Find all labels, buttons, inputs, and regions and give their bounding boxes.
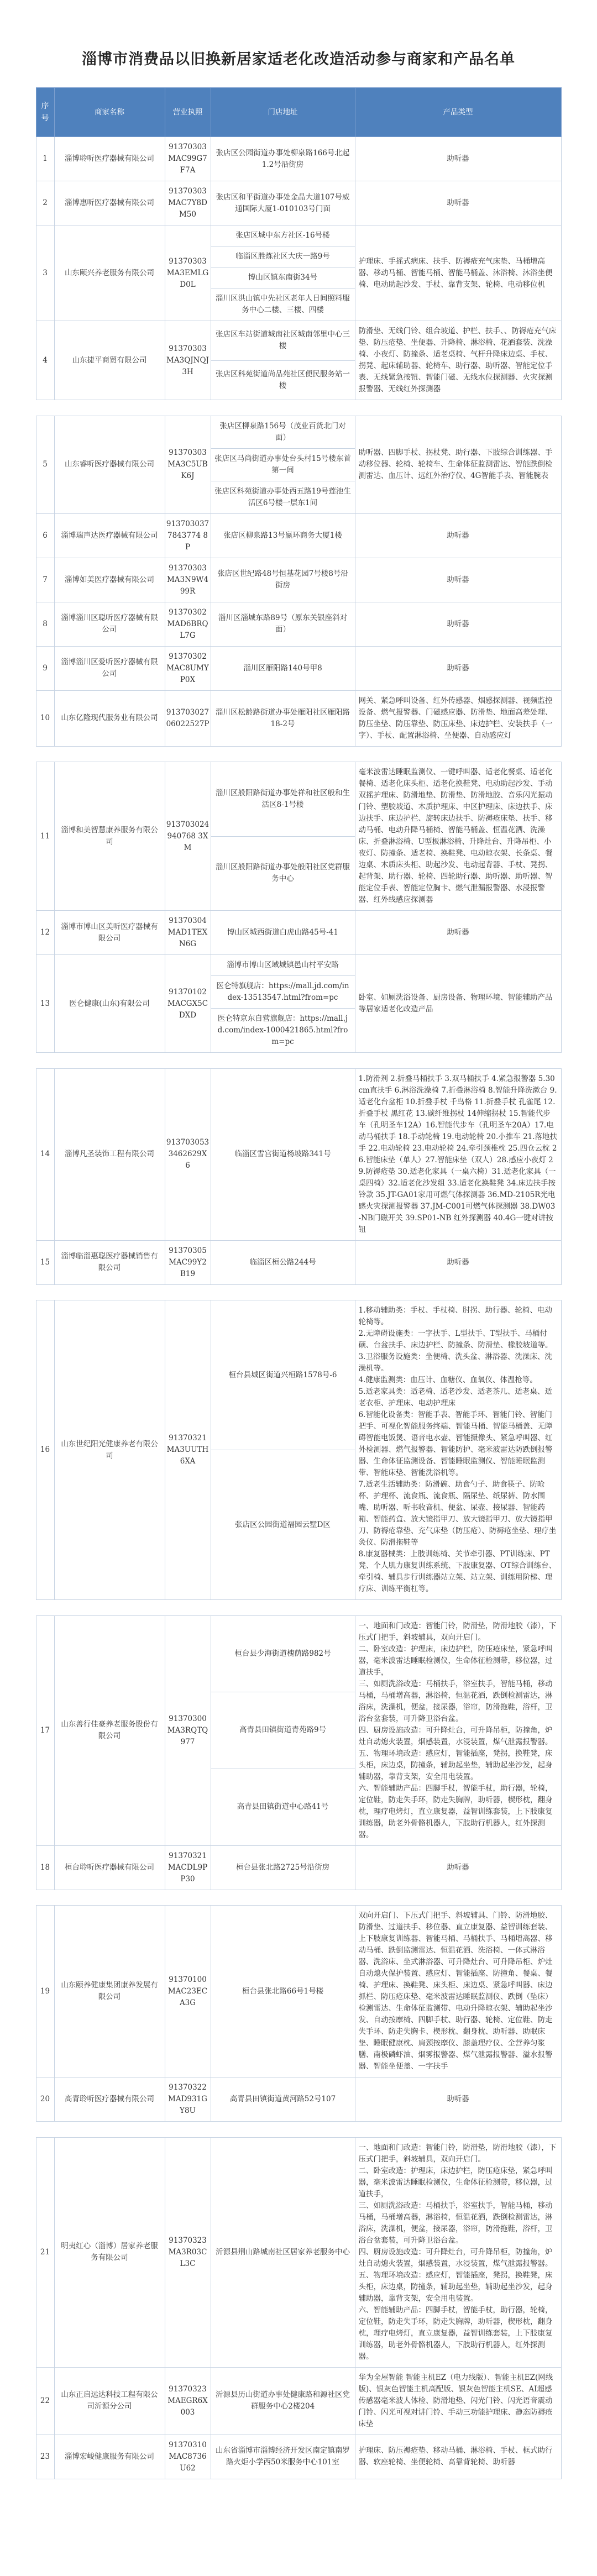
merchant-name: 山东睿听医疗器械有限公司 xyxy=(54,416,165,513)
store-address: 山东省淄博市淄博经济开发区南定镇南罗路火炬小学西50米服务中心101室 xyxy=(211,2435,355,2479)
row-number: 17 xyxy=(36,1615,54,1845)
merchant-name: 山东捷平商贸有限公司 xyxy=(54,321,165,400)
table-row xyxy=(36,2367,561,2435)
row-number: 12 xyxy=(36,911,54,955)
page-break-gap xyxy=(36,746,561,762)
product-line: 4.健康监测类：血压计、血糖仪、血氧仪、体温枪等。 xyxy=(358,1376,537,1384)
merchant-name: 医仑健康(山东)有限公司 xyxy=(54,955,165,1053)
header-address: 门店地址 xyxy=(211,88,355,137)
product-types xyxy=(355,955,561,1053)
table-row xyxy=(36,2137,561,2367)
gap-cell xyxy=(36,2122,561,2138)
merchant-name: 淄博凡圣装饰工程有限公司 xyxy=(54,1068,165,1240)
merchant-name: 淄博和美智慧康养服务有限公司 xyxy=(54,762,165,911)
store-address[interactable]: 医仑特旗舰店：https://mall.jd.com/index-13513547.html?from=pc xyxy=(211,976,355,1009)
merchant-name: 淄博惠听医疗器械有限公司 xyxy=(54,181,165,225)
product-line: 华为全屋智能 智能主机EZ（电力线版）、智能主机EZ(网线版)、银灰色智能主机高配版、银灰色智能主机SE、AI超感传感器毫米波人体检、防滑地垫、闪光门铃、闪光语音震动门铃、闪光可视对讲门铃、手动三功能护理床、静态防褥疮床垫 xyxy=(358,2373,553,2428)
license-number: 91370305MAC99Y2B19 xyxy=(165,1240,211,1284)
product-line: 2.无障碍设施类：一字扶手、L型扶手、T型扶手、马桶付硕、台盆扶手、床边护栏、防撞条、防滑垫、橡胶坡道等。 xyxy=(358,1329,553,1350)
row-number: 15 xyxy=(36,1240,54,1284)
product-line: 一、地面和门改造：智能门铃，防滑垫，防滑地胶（漆），下压式门把手，斜坡辅具，双向开启门。 xyxy=(358,1621,557,1642)
product-line: 二、卧室改造：护理床，床边护栏，防压疮床垫，紧急呼叫器，毫米波雷达睡眠检测仪，生命体征检测带，移位器，过道扶手， xyxy=(358,1644,553,1677)
product-line: 助听器 xyxy=(447,663,469,673)
row-number: 4 xyxy=(36,321,54,400)
table-row xyxy=(36,911,561,955)
product-line: 助听器 xyxy=(447,575,469,584)
page-break-gap xyxy=(36,400,561,416)
product-types xyxy=(355,1615,561,1845)
table-row xyxy=(36,137,561,181)
product-line: 四、厨房设施改造：可升降灶台，可升降吊柜，防撞角，炉灶自动熄火装置，烟感装置，水浸装置，煤气泄露报警器。 xyxy=(358,2247,553,2268)
merchant-name: 山东颐兴养老服务有限公司 xyxy=(54,225,165,321)
store-address: 淄川区般阳路街道办事处般阳社区党群服务中心 xyxy=(211,836,355,911)
product-types xyxy=(355,1068,561,1240)
merchant-name: 桓台聆听医疗器械有限公司 xyxy=(54,1845,165,1890)
license-number: 9137030533462629X6 xyxy=(165,1068,211,1240)
table-row xyxy=(36,1240,561,1284)
store-address: 张店区和平街道办事处金晶大道107号威通国际大厦1-010103号门面 xyxy=(211,181,355,225)
product-line: 卧室、如厕洗浴设备、厨房设备、物理环境、智能辅助产品等居家适老化改造产品 xyxy=(358,993,553,1014)
row-number: 21 xyxy=(36,2137,54,2367)
product-types xyxy=(355,513,561,558)
row-number: 19 xyxy=(36,1906,54,2077)
product-line: 5.适老家具类：适老椅、适老沙发、适老茶几、适老桌、适老衣柜、护理床、电动护理床 xyxy=(358,1387,552,1408)
store-address: 张店区城中东方社区-16号楼 xyxy=(211,225,355,246)
store-address: 临淄区雪宫街道杨坡路341号 xyxy=(211,1068,355,1240)
store-address: 淄川区洪山镇中先社区老年人日间照料服务中心二楼、三楼、四楼 xyxy=(211,288,355,321)
table-row xyxy=(36,181,561,225)
store-address: 博山区镇东南街34号 xyxy=(211,267,355,288)
row-number: 9 xyxy=(36,646,54,690)
store-address: 高青县田镇街道黄河路52号107 xyxy=(211,2077,355,2122)
table-row xyxy=(36,321,561,361)
store-address: 桓台县张北路66号1号楼 xyxy=(211,1906,355,2077)
gap-cell xyxy=(36,400,561,416)
product-line: 8.康复器械类：上肢训练椅、关节牵引器、PT训练床、PT凳、个人肌力康复训练系统、下肢康复器、OT综合训练台、牵引椅、辅具步行训练器站立架、站立架、训练用阶梯、理疗床、训练平衡杠等。 xyxy=(358,1550,557,1593)
row-number: 2 xyxy=(36,181,54,225)
merchant-name: 淄博市博山区美听医疗器械有限公司 xyxy=(54,911,165,955)
page-break-gap xyxy=(36,1053,561,1069)
store-address: 沂源县荆山路城南社区居家养老服务中心 xyxy=(211,2137,355,2367)
merchant-name: 山东世纪阳光健康养老有限公司 xyxy=(54,1300,165,1600)
store-address: 高青县田镇街道青苑路9号 xyxy=(211,1692,355,1769)
product-types xyxy=(355,1906,561,2077)
license-number: 91370321MACDL9PP30 xyxy=(165,1845,211,1890)
license-number: 91370323MA3R03CL3C xyxy=(165,2137,211,2367)
license-number: 91370302MAD6BRQL7G xyxy=(165,602,211,646)
license-number: 9137030377843774 8P xyxy=(165,513,211,558)
license-number: 91370300MA3RQTQ977 xyxy=(165,1615,211,1845)
store-address: 桓台县城区街道兴桓路1578号-6 xyxy=(211,1300,355,1450)
license-number: 913703024940768 3XM xyxy=(165,762,211,911)
product-types xyxy=(355,416,561,513)
product-line: 网关、紧急呼叫设备、红外传感器、烟感探测器、视频监控设备、燃气报警器、门磁感应器、防滑垫、地面高差处理、防压坐垫、防压靠垫、防压床垫、床边护栏、安装扶手（一字）、手杖、配置淋浴椅、坐便器、自动感应灯 xyxy=(358,696,553,740)
store-address: 沂源县历山街道办事处健康路和源社区党群服务中心2楼204 xyxy=(211,2367,355,2435)
product-types xyxy=(355,2435,561,2479)
store-address: 张店区车站街道城南社区城南邻里中心三楼 xyxy=(211,321,355,361)
row-number: 8 xyxy=(36,602,54,646)
row-number: 14 xyxy=(36,1068,54,1240)
license-number: 91370302706022527P xyxy=(165,690,211,746)
table-row xyxy=(36,1906,561,2077)
store-address: 淄博市博山区域城镇邑山村平安路 xyxy=(211,955,355,976)
merchant-name: 淄博淄川区爱听医疗器械有限公司 xyxy=(54,646,165,690)
table-row xyxy=(36,1845,561,1890)
product-types xyxy=(355,646,561,690)
product-line: 助听器 xyxy=(447,198,469,207)
merchant-name: 明夷红心（淄博）居家养老服务有限公司 xyxy=(54,2137,165,2367)
row-number: 13 xyxy=(36,955,54,1053)
merchant-name: 山东正启远达科技工程有限公司沂源分公司 xyxy=(54,2367,165,2435)
license-number: 91370304MAD1TEXN6G xyxy=(165,911,211,955)
merchant-name: 山东善行佳豪养老服务股份有限公司 xyxy=(54,1615,165,1845)
row-number: 23 xyxy=(36,2435,54,2479)
table-row xyxy=(36,646,561,690)
table-body xyxy=(36,137,561,2479)
merchant-name: 淄博宏峻健康服务有限公司 xyxy=(54,2435,165,2479)
license-number: 91370303MA3QJNQJ3H xyxy=(165,321,211,400)
product-line: 助听器 xyxy=(447,928,469,937)
table-row xyxy=(36,1615,561,1692)
table-row xyxy=(36,513,561,558)
product-line: 六、智能辅助产品：四脚手杖，智能手杖，助行器，轮椅，定位鞋，防走失手环，防走失胸牌，助听器，楔形枕，翻身枕，理疗电烤灯，直立康复器，益智训练套装，上下肢康复训练器，助老外骨骼机器人，下肢助行机器人，红外探测器。 xyxy=(358,1783,553,1839)
header-products: 产品类型 xyxy=(355,88,561,137)
store-address: 淄川区般阳路街道办事处祥和社区般和生活区8-1号楼 xyxy=(211,762,355,837)
product-line: 五、物理环境改造：感应灯，智能插座，凳拐，换鞋凳，床头柜，床边桌，防撞条，辅助起坐垫，辅助起坐沙发，起身辅助器，靠背支架，安全用电装置。 xyxy=(358,2270,553,2303)
row-number: 11 xyxy=(36,762,54,911)
table-row xyxy=(36,225,561,246)
row-number: 18 xyxy=(36,1845,54,1890)
product-line: 双向开启门、下压式门把手、斜坡辅具、门铃、防滑地胶、防滑垫、过道扶手、移位器、直立康复器、益智训练套装、上下肢康复训练器、智能马桶、马桶扶手、马桶增高器、移动马桶、跌倒监测雷达、恒温花洒、洗浴椅、一体式淋浴器、洗浴床、坐式淋浴器、可升降灶台、可升降吊柜、炉灶自动熄火保护装置、感应灯、智能插座、防撞角、餐桌、餐椅、护理床、换鞋凳、床头柜、床边桌、紧急呼叫器、床边抓栏、防压疮床垫、毫米波雷达睡眠监测仪、跌倒（坠床）检测雷达、生命体征监测带、电动升降晾衣架、辅助起坐沙发、自动按摩椅、四脚手杖、助行器、轮椅、定位鞋、防走失手环、防走失胸卡、楔形枕、翻身枕、助听器、助眠床垫、睡眠健康枕、肩颈按摩仪、膝盖理疗仪、全营养匀浆膳、南极磷虾油、烟雾报警器、煤气泄露报警器、溢水报警器、智能坐便盖、一字扶手 xyxy=(358,1911,553,2071)
row-number: 1 xyxy=(36,137,54,181)
product-types xyxy=(355,137,561,181)
product-line: 三、如厕洗浴改造：马桶扶手，浴室扶手，智能马桶，移动马桶，马桶增高器，淋浴椅，恒温花洒，跌倒检测雷达，淋浴床，洗澡机，便盆，接尿器，浴帘，防滑拖鞋，浴杆，卫浴台盆套装，可升降卫浴台盆。 xyxy=(358,2201,553,2245)
gap-cell xyxy=(36,1053,561,1069)
product-line: 1.防滑剂 2.折叠马桶扶手 3.双马桶扶手 4.紧急报警器 5.30cm直扶手 6.淋浴洗澡椅 7.折叠淋浴椅 8.智能升降洗漱台 9.适老化台盆柜 10.折叠手杖 千鸟格 11.折叠手杖 孔雀尾 12.折叠手杖 黑红花 13.碳纤维拐杖 14伸缩拐杖 15.智能代步车（孔明圣车12A）16.智能代步车（孔明圣车20A）17.电动马桶扶手 18.手动轮椅 19.电动轮椅 20.小推车 21.落地扶手 22.电动轮椅 23.电动轮椅 24.牵引颈椎枕 25.四仓云枕 26.智能床垫（单人）27.智能床垫（双人）28.感应小夜灯 29.防褥疮垫 30.适老化家具（一桌六椅）31.适老化家具（一桌四椅）32.适老化沙发组 33.适老化换鞋凳 34.床边扶手按铃款 35.JT-GA01家用可燃气体探测器 36.MD-2105R光电感火灾探测报警器 37.JM-C001可燃气体探测器 38.DW03-NB门磁开关 39.SP01-NB 红外探测器 40.4G一键对讲按钮 xyxy=(358,1074,558,1234)
product-line: 6.智能化设备类：智能手表、智能手环、智能门铃、智能门把手、可视化智能服务终端、智能马桶、智能马桶盖、无障碍智能电饭煲、语音电水壶、智能摄像头、紧急呼叫器、红外检测器、燃气报警器、智能防护、毫米波雷达防跌倒报警器、生命体征监测设备、智能睡眠监测仪、智能睡眠监测带、智能床垫、智能洗浴机等。 xyxy=(358,1410,553,1477)
store-address: 张店区公园街道福园云墅D区 xyxy=(211,1450,355,1600)
page-break-gap xyxy=(36,1600,561,1616)
store-address: 张店区柳泉路13号嬴环商务大厦1楼 xyxy=(211,513,355,558)
product-types xyxy=(355,1240,561,1284)
row-number: 5 xyxy=(36,416,54,513)
product-line: 四、厨房设施改造：可升降灶台，可升降吊柜，防撞角，炉灶自动熄火装置，烟感装置，水浸装置，煤气泄露报警器。 xyxy=(358,1725,553,1746)
row-number: 7 xyxy=(36,558,54,602)
store-address: 临淄区桓公路244号 xyxy=(211,1240,355,1284)
table-row xyxy=(36,1300,561,1450)
product-line: 六、智能辅助产品：四脚手杖，智能手杖，助行器，轮椅，定位鞋，防走失手环，防走失胸牌，助听器，楔形枕，翻身枕，理疗电烤灯，直立康复器，益智训练套装，上下肢康复训练器，助老外骨骼机器人，下肢助行机器人，红外探测器。 xyxy=(358,2305,553,2361)
store-address: 桓台县张北路2725号沿街房 xyxy=(211,1845,355,1890)
merchant-name: 淄博如美医疗器械有限公司 xyxy=(54,558,165,602)
product-line: 助听器 xyxy=(447,1257,469,1267)
store-address: 淄川区松龄路街道办事处雁阳社区雁阳路18-2号 xyxy=(211,690,355,746)
license-number: 91370302MAC8UMYP0X xyxy=(165,646,211,690)
header-license: 营业执照 xyxy=(165,88,211,137)
table-row xyxy=(36,690,561,746)
row-number: 10 xyxy=(36,690,54,746)
store-address: 张店区科苑街道办事处西五路19号莲池生活区6号楼一层东1间 xyxy=(211,481,355,513)
product-line: 助听器 xyxy=(447,531,469,540)
product-line: 助听器 xyxy=(447,2095,469,2103)
product-line: 二、卧室改造：护理床，床边护栏，防压疮床垫，紧急呼叫器，毫米波雷达睡眠检测仪，生命体征检测带，移位器，过道扶手， xyxy=(358,2166,553,2199)
merchant-name: 淄博临淄惠聪医疗器械销售有限公司 xyxy=(54,1240,165,1284)
product-types xyxy=(355,558,561,602)
store-address: 张店区科苑街道尚品苑社区便民服务站一楼 xyxy=(211,360,355,400)
product-types xyxy=(355,2367,561,2435)
table-row xyxy=(36,762,561,837)
table-row xyxy=(36,2077,561,2122)
product-types xyxy=(355,690,561,746)
product-types xyxy=(355,911,561,955)
product-line: 助听器 xyxy=(447,1863,469,1872)
row-number: 3 xyxy=(36,225,54,321)
page-break-gap xyxy=(36,1890,561,1906)
table-row xyxy=(36,2435,561,2479)
gap-cell xyxy=(36,1890,561,1906)
license-number: 91370102MACGX5CDXD xyxy=(165,955,211,1053)
product-line: 三、如厕洗浴改造：马桶扶手，浴室扶手，智能马桶，移动马桶，马桶增高器，淋浴椅，恒温花洒，跌倒检测雷达，淋浴床，洗澡机，便盆，接尿器，浴帘，防滑拖鞋，浴杆，卫浴台盆套装，可升降卫浴台盆。 xyxy=(358,1679,553,1723)
merchant-name: 淄博瑞声达医疗器械有限公司 xyxy=(54,513,165,558)
product-types xyxy=(355,2077,561,2122)
product-types xyxy=(355,321,561,400)
license-number: 91370310MAC8736U62 xyxy=(165,2435,211,2479)
page-title: 淄博市消费品以旧换新居家适老化改造活动参与商家和产品名单 xyxy=(82,51,515,68)
product-types xyxy=(355,181,561,225)
product-line: 护理床、防压褥疮垫、移动马桶、淋浴椅、手杖、框式助行器、软座轮椅、坐便轮椅、高靠背轮椅、助听器 xyxy=(358,2446,553,2467)
product-line: 一、地面和门改造：智能门铃，防滑垫，防滑地胶（漆），下压式门把手，斜坡辅具，双向开启门。 xyxy=(358,2143,557,2164)
header-no: 序号 xyxy=(36,88,54,137)
merchant-name: 淄博聆听医疗器械有限公司 xyxy=(54,137,165,181)
gap-cell xyxy=(36,1600,561,1616)
table-row xyxy=(36,1068,561,1240)
product-types xyxy=(355,1300,561,1600)
store-address: 淄川区淄城东路89号（原东关银座斜对面） xyxy=(211,602,355,646)
product-types xyxy=(355,1845,561,1890)
product-types xyxy=(355,2137,561,2367)
row-number: 22 xyxy=(36,2367,54,2435)
store-address: 桓台县少海街道槐荫路982号 xyxy=(211,1615,355,1692)
license-number: 91370322MAD931GY8U xyxy=(165,2077,211,2122)
license-number: 91370303MA3N9W499R xyxy=(165,558,211,602)
product-line: 助听器 xyxy=(447,619,469,628)
product-line: 1.移动辅助类：手杖、手杖椅、肘拐、助行器、轮椅、电动轮椅等。 xyxy=(358,1306,552,1326)
product-types xyxy=(355,225,561,321)
product-line: 防滑垫、无线门铃、组合坡道、护栏、扶手、、防褥疮充气床垫、防压疮垫、坐便器、升降椅、淋浴椅、花洒套装、洗澡椅、小夜灯、防撞条、适老桌椅、气杆升降床边桌、手杖、拐凳、起床辅助器、轮椅车、助行器、助听器、智能定位手表、无线紧急按钮、智能门磁、无线水位探测器、火灾探测报警器、无线红外探测器 xyxy=(358,327,557,394)
table-header-row xyxy=(36,88,561,137)
license-number: 91370303MA3C5UBK6J xyxy=(165,416,211,513)
row-number: 20 xyxy=(36,2077,54,2122)
page-break-gap xyxy=(36,1284,561,1300)
product-line: 毫米波雷达睡眠监测仪、一键呼叫器、适老化餐桌、适老化餐椅、适老化床头柜、适老化换鞋凳、电动助起沙发、手动双摇护理床、防滑地垫、防滑垫、防滑地胶、音乐闪光振动门铃、塑胶坡道、木质护理床、中区护理床、床边扶手、床边扶手、床边护栏、旋转床边扶手、防褥疮床垫、扶手、移动马桶、电动升降马桶椅、智能马桶盖、恒温花洒、洗澡床、折叠淋浴椅、U型板淋浴椅、升降灶台、升降吊柜、小夜灯、防撞条、适老椅、换鞋凳、电动晾衣架、长条桌、餐边桌、木质床头柜、助起沙发、电动起背器、手杖、凳拐、起背架、助行器、轮椅、四轮助行器、助听器、助听器、智能定位手表、智能定位胸卡、燃气泄漏报警器、水浸报警器、红外线感应探测器 xyxy=(358,768,553,904)
product-line: 助听器、四脚手杖、拐杖凳、助行器、下肢综合训练器、手动移位器、轮椅、轮椅车、生命体征监测雷达、智能跌倒检测雷达、血压计、远红外治疗仪、4G智能手表、智能腕表 xyxy=(358,448,553,480)
license-number: 91370321MA3UUTH6XA xyxy=(165,1300,211,1600)
product-line: 五、物理环境改造：感应灯，智能插座，凳拐，换鞋凳，床头柜，床边桌，防撞条，辅助起坐垫，辅助起坐沙发，起身辅助器，靠背支架，安全用电装置。 xyxy=(358,1749,553,1781)
store-address: 张店区世纪路48号恒基花园7号楼8号沿街房 xyxy=(211,558,355,602)
store-address: 博山区城西街道白虎山路45号-41 xyxy=(211,911,355,955)
store-address[interactable]: 医仑特京东自营旗舰店：https://mall.jd.com/index-1000421865.html?from=pc xyxy=(211,1009,355,1053)
page-break-gap xyxy=(36,2122,561,2138)
license-number: 91370303MAC99G7F7A xyxy=(165,137,211,181)
store-address: 张店区马尚街道办事处台头村15号楼东首第一间 xyxy=(211,448,355,481)
store-address: 淄川区雁阳路140号甲8 xyxy=(211,646,355,690)
merchant-name: 山东亿隆现代服务业有限公司 xyxy=(54,690,165,746)
gap-cell xyxy=(36,1284,561,1300)
table-row xyxy=(36,558,561,602)
table-row xyxy=(36,602,561,646)
table-row xyxy=(36,416,561,448)
row-number: 16 xyxy=(36,1300,54,1600)
license-number: 91370303MA3EMLGD0L xyxy=(165,225,211,321)
store-address: 临淄区胜炼社区大庆一路9号 xyxy=(211,246,355,267)
product-types xyxy=(355,602,561,646)
product-line: 7.适老生活辅助类：防滑碗、助食勺子、助食筷子、防呛杯、护理杯、流食瓶、流食瓶、隔尿垫、纸尿裤、防水围嘴、助听器、听书收音机、便盆、尿壶、接尿器、智能药箱、智能药盒、放大镜指甲刀、放大镜指甲刀、放大镜指甲刀、防褥疮靠垫、充气床垫（防压疮）、防褥疮坐垫、理疗坐灸仪、防滑拖鞋等 xyxy=(358,1480,557,1547)
store-address: 张店区公园街道办事处柳泉路166号北起1.2号沿街房 xyxy=(211,137,355,181)
row-number: 6 xyxy=(36,513,54,558)
license-number: 91370303MAC7Y8DM50 xyxy=(165,181,211,225)
license-number: 91370100MAC23ECA3G xyxy=(165,1906,211,2077)
product-types xyxy=(355,762,561,911)
merchant-name: 高青聆听医疗器械有限公司 xyxy=(54,2077,165,2122)
product-line: 助听器 xyxy=(447,154,469,163)
store-address: 高青县田镇街道中心路41号 xyxy=(211,1769,355,1845)
product-line: 护理床、手摇式病床、扶手、防褥疮充气床垫、马桶增高器、移动马桶、智能马桶、智能马桶盖、沐浴椅、沐浴坐便椅、电动助起沙发、手杖、靠背支架、轮椅、电动移位机 xyxy=(358,256,553,289)
store-address: 张店区柳泉路156号（茂业百货北门对面） xyxy=(211,416,355,448)
product-line: 3.卫浴服务设施类：坐便椅、洗头盆、淋浴器、洗澡床、洗澡机等。 xyxy=(358,1352,552,1373)
gap-cell xyxy=(36,746,561,762)
license-number: 91370323MAEGR6X003 xyxy=(165,2367,211,2435)
merchant-table xyxy=(36,87,562,2479)
merchant-name: 淄博淄川区聪听医疗器械有限公司 xyxy=(54,602,165,646)
header-name: 商家名称 xyxy=(54,88,165,137)
merchant-name: 山东颐养健康集团康养发展有限公司 xyxy=(54,1906,165,2077)
table-row xyxy=(36,955,561,976)
